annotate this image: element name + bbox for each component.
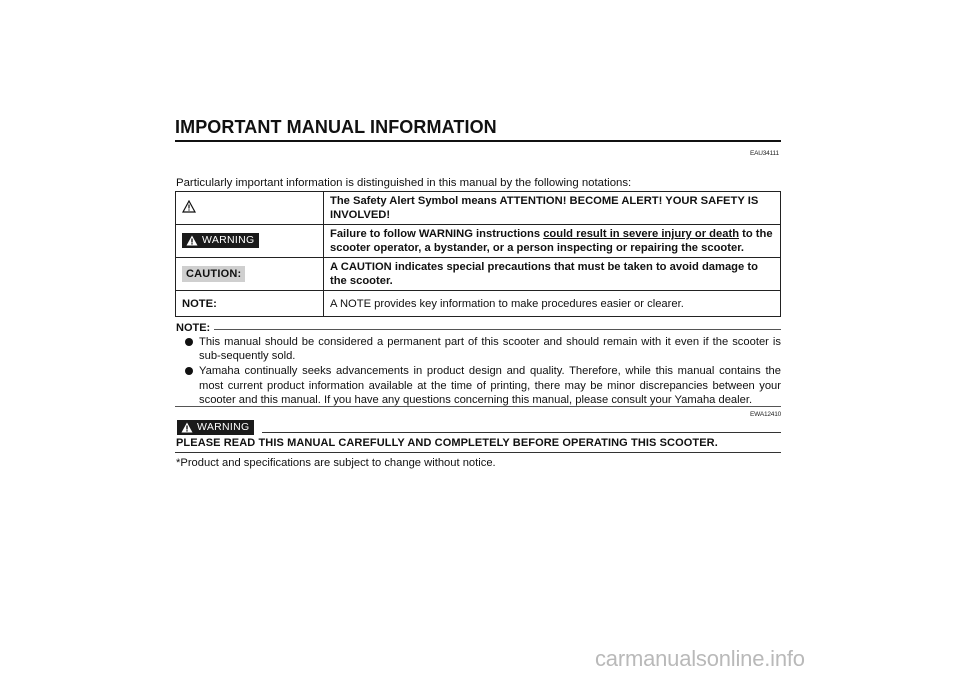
page-title: IMPORTANT MANUAL INFORMATION bbox=[175, 116, 781, 142]
note-bullet-list bbox=[185, 335, 781, 408]
bullet-dot bbox=[185, 338, 193, 346]
doc-code-top: EAU34111 bbox=[750, 150, 779, 157]
list-item bbox=[185, 335, 781, 363]
warning-bottom-rule bbox=[175, 452, 781, 453]
note-heading-rule bbox=[214, 329, 781, 330]
note-heading-label: NOTE: bbox=[176, 322, 211, 334]
warning-rule bbox=[262, 432, 781, 433]
alert-triangle-icon bbox=[182, 204, 196, 216]
notation-symbol-cell bbox=[176, 225, 324, 258]
notations-table bbox=[175, 191, 781, 317]
bullet-text: Yamaha continually seeks advancements in product design and quality. Therefore, while this manual contains the most current product information available at the time of printing, there may be minor discrepancies between your scooter and this manual. If you have any questions concerning this manual, please consult your Yamaha dealer. bbox=[199, 365, 781, 406]
notation-symbol-cell bbox=[176, 192, 324, 225]
notation-text-caution: A CAUTION indicates special precautions that must be taken to avoid damage to the scooter. bbox=[324, 258, 781, 291]
notation-text-alert: The Safety Alert Symbol means ATTENTION! BECOME ALERT! YOUR SAFETY IS INVOLVED! bbox=[324, 192, 781, 225]
notation-symbol-cell bbox=[176, 258, 324, 291]
bullet-dot bbox=[185, 367, 193, 375]
note-label: NOTE: bbox=[182, 297, 217, 310]
notation-row-note bbox=[176, 291, 781, 317]
notation-row-warning bbox=[176, 225, 781, 258]
intro-text: Particularly important information is distinguished in this manual by the following notations: bbox=[176, 177, 632, 189]
list-item bbox=[185, 364, 781, 407]
bullet-text: This manual should be considered a permanent part of this scooter and should remain with it even if the scooter is sub-sequently sold. bbox=[199, 336, 781, 363]
section-divider bbox=[175, 406, 781, 407]
warning-box-label bbox=[177, 420, 254, 438]
warning-triangle-icon bbox=[181, 422, 193, 433]
notation-text-note: A NOTE provides key information to make procedures easier or clearer. bbox=[324, 291, 781, 317]
notation-text-warning bbox=[324, 225, 781, 258]
warning-label: WARNING bbox=[202, 233, 255, 246]
warning-text-underlined: could result in severe injury or death bbox=[543, 228, 740, 240]
warning-text: PLEASE READ THIS MANUAL CAREFULLY AND COMPLETELY BEFORE OPERATING THIS SCOOTER. bbox=[176, 437, 718, 449]
note-heading bbox=[176, 322, 781, 334]
watermark-text: carmanualsonline.info bbox=[595, 646, 805, 671]
notation-row-caution bbox=[176, 258, 781, 291]
warning-badge bbox=[182, 233, 259, 248]
warning-triangle-icon bbox=[186, 235, 198, 246]
warning-badge bbox=[177, 420, 254, 435]
warning-text-before: Failure to follow WARNING instructions bbox=[330, 228, 544, 240]
footnote: *Product and specifications are subject to change without notice. bbox=[176, 457, 496, 469]
caution-badge: CAUTION: bbox=[182, 266, 245, 282]
doc-code-warning: EWA12410 bbox=[750, 411, 782, 418]
warning-label: WARNING bbox=[197, 421, 250, 433]
warning-text-after: to the scooter operator, a bystander, or a person inspecting or repairing the scooter. bbox=[330, 228, 773, 254]
notation-row-alert bbox=[176, 192, 781, 225]
notation-symbol-cell bbox=[176, 291, 324, 317]
